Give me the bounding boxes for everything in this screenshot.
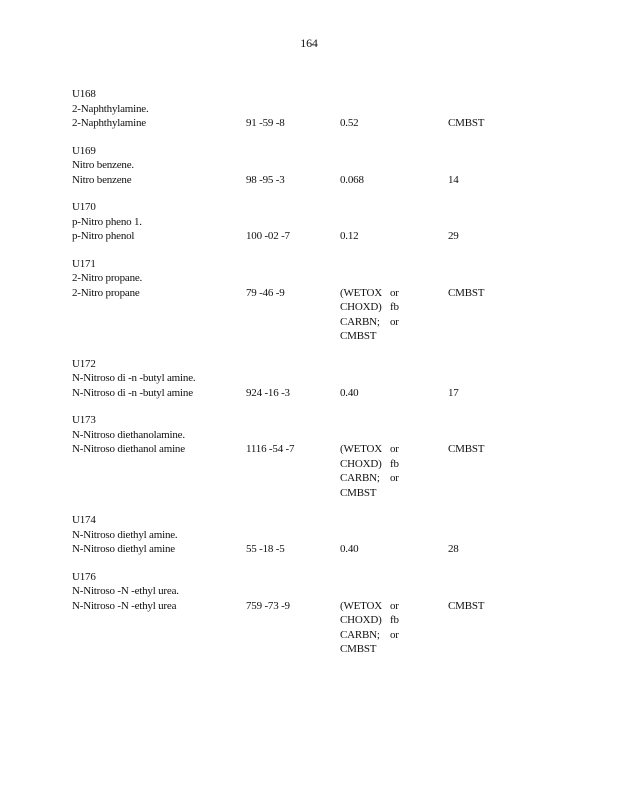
waste-title: Nitro benzene. <box>72 159 134 171</box>
constituent-row <box>72 173 552 188</box>
technology-code-list <box>340 599 448 657</box>
cas-number: 100 -02 -7 <box>246 230 290 242</box>
constituent-row <box>72 542 552 557</box>
page-number: 164 <box>300 36 318 50</box>
treatment-standard: CMBST <box>448 443 485 455</box>
treatment-standard: CMBST <box>448 286 485 299</box>
technology-code-list <box>340 286 448 344</box>
waste-code-list <box>72 87 552 670</box>
technology-line: CARBN; or <box>340 628 399 641</box>
constituent-name: p-Nitro phenol <box>72 230 135 242</box>
waste-code: U168 <box>72 88 96 100</box>
cas-number: 79 -46 -9 <box>246 286 285 299</box>
waste-code: U174 <box>72 514 96 526</box>
waste-title: 2-Nitro propane. <box>72 272 143 284</box>
constituent-name: N-Nitroso di -n -butyl amine <box>72 386 193 399</box>
technology-line: (WETOX or <box>340 286 399 299</box>
concentration-value: 0.12 <box>340 230 359 242</box>
constituent-name: N-Nitroso diethanol amine <box>72 443 185 455</box>
waste-code: U173 <box>72 414 96 426</box>
treatment-standard: 17 <box>448 386 459 399</box>
cas-number: 759 -73 -9 <box>246 599 290 612</box>
constituent-row <box>72 386 552 401</box>
treatment-standard: 29 <box>448 230 459 242</box>
technology-line: CMBST <box>340 330 377 342</box>
constituent-name: Nitro benzene <box>72 173 132 186</box>
constituent-row <box>72 442 552 500</box>
waste-code: U176 <box>72 570 96 583</box>
waste-code: U172 <box>72 357 96 370</box>
constituent-name: 2-Nitro propane <box>72 286 140 299</box>
treatment-standard: 14 <box>448 173 459 186</box>
waste-title: N-Nitroso diethanolamine. <box>72 428 185 441</box>
waste-title: p-Nitro pheno 1. <box>72 215 142 228</box>
waste-entry <box>72 413 552 500</box>
cas-number: 924 -16 -3 <box>246 386 290 399</box>
waste-title: N-Nitroso di -n -butyl amine. <box>72 372 196 384</box>
technology-line: CHOXD) fb <box>340 301 399 313</box>
waste-entry <box>72 257 552 344</box>
technology-line: (WETOX or <box>340 443 399 455</box>
waste-entry <box>72 357 552 401</box>
technology-line: (WETOX or <box>340 599 399 612</box>
waste-title: 2-Naphthylamine. <box>72 102 149 115</box>
concentration-value: 0.40 <box>340 386 359 399</box>
technology-code-list <box>340 442 448 500</box>
waste-entry <box>72 144 552 188</box>
constituent-row <box>72 286 552 344</box>
constituent-row <box>72 116 552 131</box>
waste-entry <box>72 513 552 557</box>
waste-entry <box>72 570 552 657</box>
technology-line: CHOXD) fb <box>340 457 399 470</box>
constituent-name: N-Nitroso -N -ethyl urea <box>72 599 177 612</box>
constituent-name: 2-Naphthylamine <box>72 117 146 129</box>
cas-number: 1116 -54 -7 <box>246 443 295 455</box>
concentration-value: 0.40 <box>340 543 359 555</box>
cas-number: 91 -59 -8 <box>246 117 285 129</box>
waste-code: U171 <box>72 257 96 270</box>
treatment-standard: CMBST <box>448 117 485 129</box>
waste-title: N-Nitroso diethyl amine. <box>72 528 178 541</box>
constituent-row <box>72 229 552 244</box>
technology-line: CHOXD) fb <box>340 614 399 626</box>
technology-line: CARBN; or <box>340 315 399 328</box>
concentration-value: 0.068 <box>340 173 364 186</box>
waste-entry <box>72 200 552 244</box>
treatment-standard: CMBST <box>448 599 485 612</box>
technology-line: CMBST <box>340 486 377 499</box>
technology-line: CARBN; or <box>340 472 399 484</box>
constituent-row <box>72 599 552 657</box>
waste-entry <box>72 87 552 131</box>
cas-number: 55 -18 -5 <box>246 543 285 555</box>
technology-line: CMBST <box>340 643 377 655</box>
concentration-value: 0.52 <box>340 117 359 129</box>
waste-title: N-Nitroso -N -ethyl urea. <box>72 585 179 597</box>
cas-number: 98 -95 -3 <box>246 173 285 186</box>
waste-code: U169 <box>72 144 96 157</box>
treatment-standard: 28 <box>448 543 459 555</box>
constituent-name: N-Nitroso diethyl amine <box>72 543 175 555</box>
waste-code: U170 <box>72 201 96 213</box>
